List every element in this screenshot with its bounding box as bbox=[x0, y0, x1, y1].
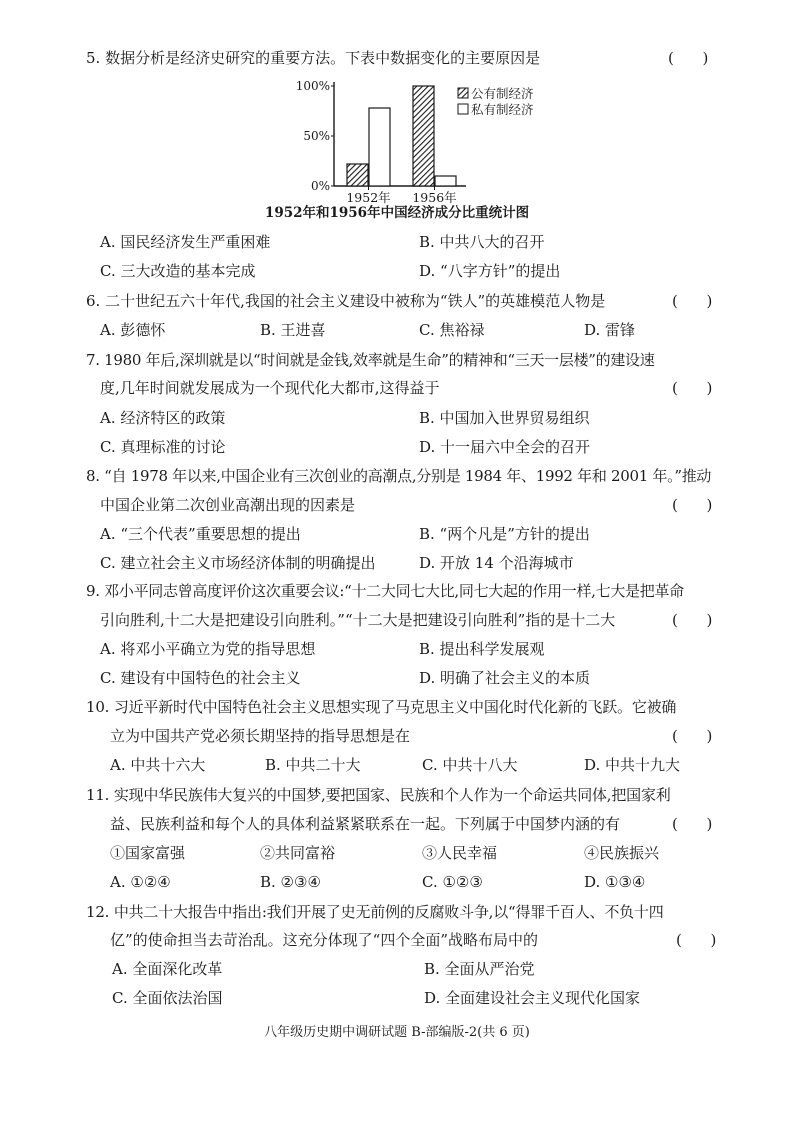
q8-stem-line1: 8. “自 1978 年以来,中国企业有三次创业的高潮点,分别是 1984 年、1992 年和 2001 年。”推动 bbox=[86, 467, 712, 485]
q11-item-2: ②共同富裕 bbox=[260, 844, 336, 862]
q5-option-d: D. “八字方针”的提出 bbox=[419, 262, 561, 280]
q11-option-a: A. ①②④ bbox=[110, 873, 171, 891]
legend-swatch-private bbox=[458, 104, 468, 114]
q6-stem: 6. 二十世纪五六十年代,我国的社会主义建设中被称为“铁人”的英雄模范人物是 bbox=[86, 292, 606, 310]
q8-option-b: B. “两个凡是”方针的提出 bbox=[419, 525, 590, 543]
q6-option-b: B. 王进喜 bbox=[260, 321, 326, 339]
q6-option-a: A. 彭德怀 bbox=[100, 321, 166, 339]
q10-answer-paren: ( ) bbox=[672, 727, 713, 745]
q6-answer-paren: ( ) bbox=[672, 292, 713, 310]
legend-swatch-public bbox=[458, 88, 468, 98]
y-tick-label: 0% bbox=[310, 179, 330, 193]
q5-bar-chart bbox=[0, 78, 794, 218]
y-tick-label: 50% bbox=[303, 129, 330, 143]
q11-stem-line1: 11. 实现中华民族伟大复兴的中国梦,要把国家、民族和个人作为一个命运共同体,把国家利 bbox=[86, 786, 671, 804]
bar-private-0 bbox=[369, 108, 390, 186]
q12-stem-line2: 亿”的使命担当去苛治乱。这充分体现了“四个全面”战略布局中的 bbox=[110, 931, 539, 949]
q12-option-c: C. 全面依法治国 bbox=[112, 989, 223, 1007]
q12-stem-line1: 12. 中共二十大报告中指出:我们开展了史无前例的反腐败斗争,以“得罪千百人、不负十四 bbox=[86, 903, 664, 921]
q9-option-d: D. 明确了社会主义的本质 bbox=[419, 669, 591, 687]
q7-stem-line2: 度,几年时间就发展成为一个现代化大都市,这得益于 bbox=[100, 379, 440, 397]
q9-answer-paren: ( ) bbox=[672, 611, 713, 629]
q11-option-d: D. ①③④ bbox=[584, 873, 646, 891]
q10-stem-line2: 立为中国共产党必须长期坚持的指导思想是在 bbox=[110, 727, 411, 745]
q9-stem-line2: 引向胜利,十二大是把建设引向胜利。”“十二大是把建设引向胜利”指的是十二大 bbox=[100, 611, 616, 629]
q8-answer-paren: ( ) bbox=[672, 496, 713, 514]
q7-option-a: A. 经济特区的政策 bbox=[100, 409, 226, 427]
q12-answer-paren: ( ) bbox=[676, 931, 717, 949]
q5-option-b: B. 中共八大的召开 bbox=[419, 233, 545, 251]
bar-public-0 bbox=[347, 164, 368, 186]
q8-option-d: D. 开放 14 个沿海城市 bbox=[419, 554, 574, 572]
q7-stem-line1: 7. 1980 年后,深圳就是以“时间就是金钱,效率就是生命”的精神和“三天一层楼”的建设速 bbox=[86, 351, 655, 369]
chart-legend bbox=[458, 86, 534, 117]
legend-label-public: 公有制经济 bbox=[471, 86, 534, 101]
q12-option-d: D. 全面建设社会主义现代化国家 bbox=[424, 989, 641, 1007]
q10-option-a: A. 中共十六大 bbox=[110, 756, 206, 774]
q5-option-c: C. 三大改造的基本完成 bbox=[100, 262, 256, 280]
q6-option-d: D. 雷锋 bbox=[584, 321, 636, 339]
q9-option-c: C. 建设有中国特色的社会主义 bbox=[100, 669, 301, 687]
q5-stem: 5. 数据分析是经济史研究的重要方法。下表中数据变化的主要原因是 bbox=[86, 49, 541, 67]
q7-option-c: C. 真理标准的讨论 bbox=[100, 438, 226, 456]
x-tick-label: 1952年 bbox=[346, 190, 391, 205]
q12-option-b: B. 全面从严治党 bbox=[424, 960, 535, 978]
q10-stem-line1: 10. 习近平新时代中国特色社会主义思想实现了马克思主义中国化时代化新的飞跃。它被确 bbox=[86, 698, 677, 716]
q11-item-4: ④民族振兴 bbox=[584, 844, 660, 862]
q10-option-d: D. 中共十九大 bbox=[584, 756, 681, 774]
q10-option-c: C. 中共十八大 bbox=[422, 756, 518, 774]
q7-option-d: D. 十一届六中全会的召开 bbox=[419, 438, 591, 456]
q9-option-a: A. 将邓小平确立为党的指导思想 bbox=[100, 640, 316, 658]
q7-answer-paren: ( ) bbox=[672, 379, 713, 397]
q11-item-1: ①国家富强 bbox=[110, 844, 186, 862]
q5-answer-paren: ( ) bbox=[668, 49, 709, 67]
q12-option-a: A. 全面深化改革 bbox=[112, 960, 223, 978]
page-footer: 八年级历史期中调研试题 B-部编版-2(共 6 页) bbox=[264, 1025, 530, 1040]
q8-stem-line2: 中国企业第二次创业高潮出现的因素是 bbox=[100, 496, 356, 514]
q11-item-3: ③人民幸福 bbox=[422, 844, 498, 862]
y-tick-label: 100% bbox=[295, 79, 330, 93]
q8-option-c: C. 建立社会主义市场经济体制的明确提出 bbox=[100, 554, 376, 572]
q11-option-b: B. ②③④ bbox=[260, 873, 321, 891]
q11-option-c: C. ①②③ bbox=[422, 873, 483, 891]
chart-title: 1952年和1956年中国经济成分比重统计图 bbox=[264, 205, 530, 221]
q5-option-a: A. 国民经济发生严重困难 bbox=[100, 233, 271, 251]
x-tick-label: 1956年 bbox=[412, 190, 457, 205]
q11-stem-line2: 益、民族利益和每个人的具体利益紧紧联系在一起。下列属于中国梦内涵的有 bbox=[110, 815, 621, 833]
bar-public-1 bbox=[413, 86, 434, 186]
q7-option-b: B. 中国加入世界贸易组织 bbox=[419, 409, 590, 427]
chart-bars bbox=[347, 86, 456, 186]
legend-label-private: 私有制经济 bbox=[471, 102, 534, 117]
q10-option-b: B. 中共二十大 bbox=[265, 756, 361, 774]
q11-answer-paren: ( ) bbox=[672, 815, 713, 833]
q9-stem-line1: 9. 邓小平同志曾高度评价这次重要会议:“十二大同七大比,同七大起的作用一样,七大是把革命 bbox=[86, 582, 684, 600]
bar-private-1 bbox=[435, 176, 456, 186]
q6-option-c: C. 焦裕禄 bbox=[419, 321, 485, 339]
q8-option-a: A. “三个代表”重要思想的提出 bbox=[100, 525, 301, 543]
q9-option-b: B. 提出科学发展观 bbox=[419, 640, 545, 658]
